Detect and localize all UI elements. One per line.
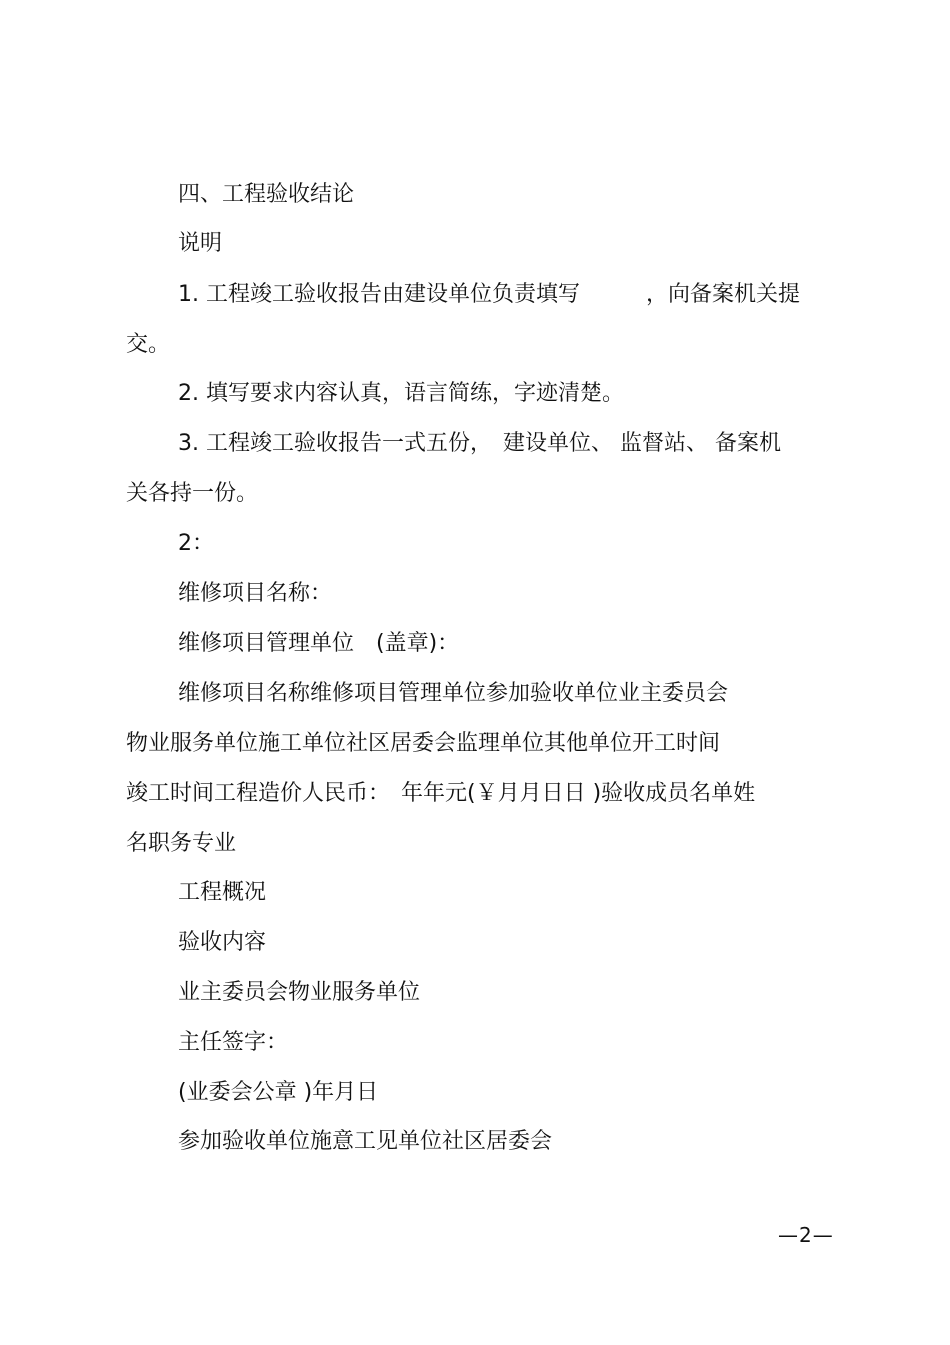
table-text-line-4: 名职务专业 xyxy=(126,831,237,856)
note-3-line-1: 3. 工程竣工验收报告一式五份， 建设单位、 监督站、 备案机 xyxy=(178,431,781,456)
director-signature-label: 主任签字： xyxy=(178,1030,289,1055)
acceptance-content-label: 验收内容 xyxy=(178,930,267,955)
owner-committee-label: 业主委员会物业服务单位 xyxy=(178,980,421,1005)
table-text-line-2: 物业服务单位施工单位社区居委会监理单位其他单位开工时间 xyxy=(126,731,721,756)
note-1-line-1: 1. 工程竣工验收报告由建设单位负责填写 ，向备案机关提 xyxy=(178,282,800,307)
note-3-line-2: 关各持一份。 xyxy=(126,481,259,506)
page-number: —2— xyxy=(778,1223,834,1247)
management-unit-field: 维修项目管理单位 (盖章)： xyxy=(178,631,460,656)
project-name-field: 维修项目名称： xyxy=(178,581,333,606)
project-overview-label: 工程概况 xyxy=(178,880,267,905)
table-text-line-3: 竣工时间工程造价人民币： 年年元(￥月月日日 )验收成员名单姓 xyxy=(126,781,756,806)
notes-label: 说明 xyxy=(178,231,223,256)
section-heading: 四、工程验收结论 xyxy=(178,182,355,207)
participating-units-label: 参加验收单位施意工见单位社区居委会 xyxy=(178,1129,553,1154)
attachment-label: 2： xyxy=(178,531,214,556)
note-1-line-2: 交。 xyxy=(126,332,171,357)
note-2: 2. 填写要求内容认真，语言简练，字迹清楚。 xyxy=(178,381,624,406)
committee-seal-date: (业委会公章 )年月日 xyxy=(178,1080,379,1105)
table-text-line-1: 维修项目名称维修项目管理单位参加验收单位业主委员会 xyxy=(178,681,729,706)
